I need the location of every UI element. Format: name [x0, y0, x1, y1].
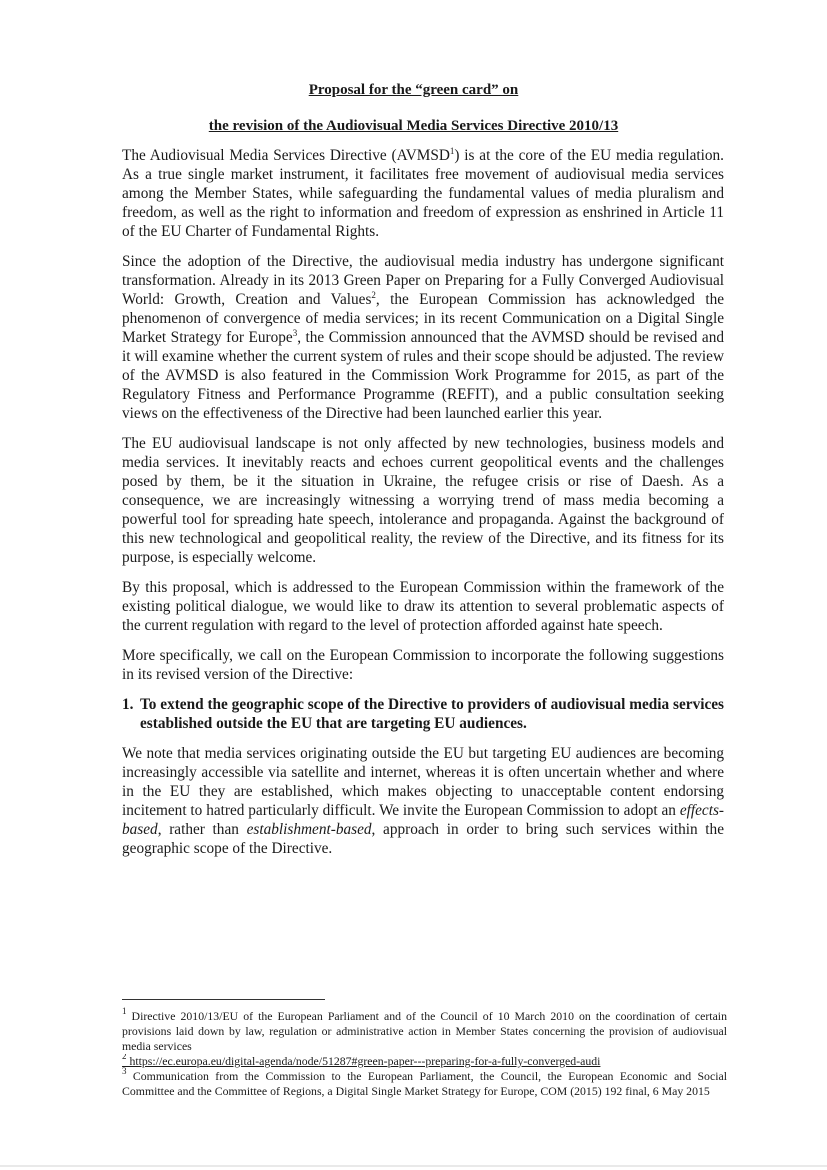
numbered-item-1 — [122, 695, 724, 733]
paragraph-call: More specifically, we call on the European Commission to incorporate the following suggestions in its revised version of the Directive: — [122, 647, 724, 683]
paragraph-proposal: By this proposal, which is addressed to the European Commission within the framework of the existing political dialogue, we would like to draw its attention to several problematic aspects of the current regulation with regard to the level of protection afforded against hate speech. — [122, 579, 724, 634]
emphasis-establishment-based: establishment-based — [246, 821, 372, 838]
item-number: 1. — [122, 696, 134, 713]
footnote-2-link[interactable]: $^2$ https://ec.europa.eu/digital-agenda/node/51287#green-paper---preparing-for-a-fully-converged-audi — [122, 1054, 601, 1068]
footnote-ref-1[interactable]: 1 — [449, 146, 455, 156]
paragraph-intro: The Audiovisual Media Services Directive (AVMSD$^1$) is at the core of the EU media regulation. As a true single market instrument, it facilitates free movement of audiovisual media services among the Member States, while safeguarding the fundamental values of media pluralism and freedom, as well as the right to information and freedom of expression as enshrined in Article 11 of the EU Charter of Fundamental Rights. — [122, 146, 724, 240]
document-title-line-2: the revision of the Audiovisual Media Services Directive 2010/13 — [208, 118, 619, 134]
emphasis-effects-based: effects-based — [122, 802, 724, 838]
footnotes — [122, 1006, 727, 1099]
footnote-ref-3[interactable]: 3 — [292, 328, 298, 338]
footnote-3: $^3$ Communication from the Commission to the European Parliament, the Council, the European Economic and Social Committee and the Committee of Regions, a Digital Single Market Strategy for Europe, COM (2015) 192 final, 6 May 2015 — [122, 1066, 727, 1098]
paragraph-transformation: Since the adoption of the Directive, the audiovisual media industry has undergone significant transformation. Already in its 2013 Green Paper on Preparing for a Fully Converged Audiovisual World: Growth, Creation and Values$^2$, the European Commission has acknowledged the phenomenon of convergence of media services; in its recent Communication on a Digital Single Market Strategy for Europe$^3$, the Commission announced that the AVMSD should be revised and it will examine whether the current system of rules and their scope should be adjusted. The review of the AVMSD is also featured in the Commission Work Programme for 2015, as part of the Regulatory Fitness and Performance Programme (REFIT), and a public consultation seeking views on the effectiveness of the Directive had been launched earlier this year. — [122, 253, 725, 422]
footnote-1: $^1$ Directive 2010/13/EU of the European Parliament and of the Council of 10 March 2010 on the coordination of certain provisions laid down by law, regulation or administrative action in Member States concerning the provision of audiovisual media services — [122, 1006, 727, 1053]
footnote-ref-2[interactable]: 2 — [371, 290, 376, 300]
paragraph-landscape: The EU audiovisual landscape is not only affected by new technologies, business models and media services. It inevitably reacts and echoes current geopolitical events and the challenges posed by them, be it the situation in Ukraine, the refugee crisis or rise of Daesh. As a consequence, we are increasingly witnessing a worrying trend of mass media becoming a powerful tool for spreading hate speech, intolerance and propaganda. Against the background of this new technological and geopolitical reality, the review of the Directive, and its fitness for its purpose, is especially welcome. — [122, 435, 724, 566]
document-title-line-1: Proposal for the “green card” on — [308, 82, 519, 98]
scan-edge — [0, 1165, 827, 1167]
paragraph-effects-based: We note that media services originating outside the EU but targeting EU audiences are becoming increasingly accessible via satellite and internet, whereas it is often uncertain whether and where in the EU they are established, which makes objecting to unacceptable content endorsing incitement to hatred particularly difficult. We invite the European Commission to adopt an effects-based, rather than establishment-based, approach in order to bring such services within the geographic scope of the Directive. — [122, 745, 724, 857]
item-heading: To extend the geographic scope of the Directive to providers of audiovisual media services established outside the EU that are targeting EU audiences. — [140, 696, 724, 732]
document-body — [122, 146, 724, 869]
footnote-separator — [122, 999, 325, 1000]
